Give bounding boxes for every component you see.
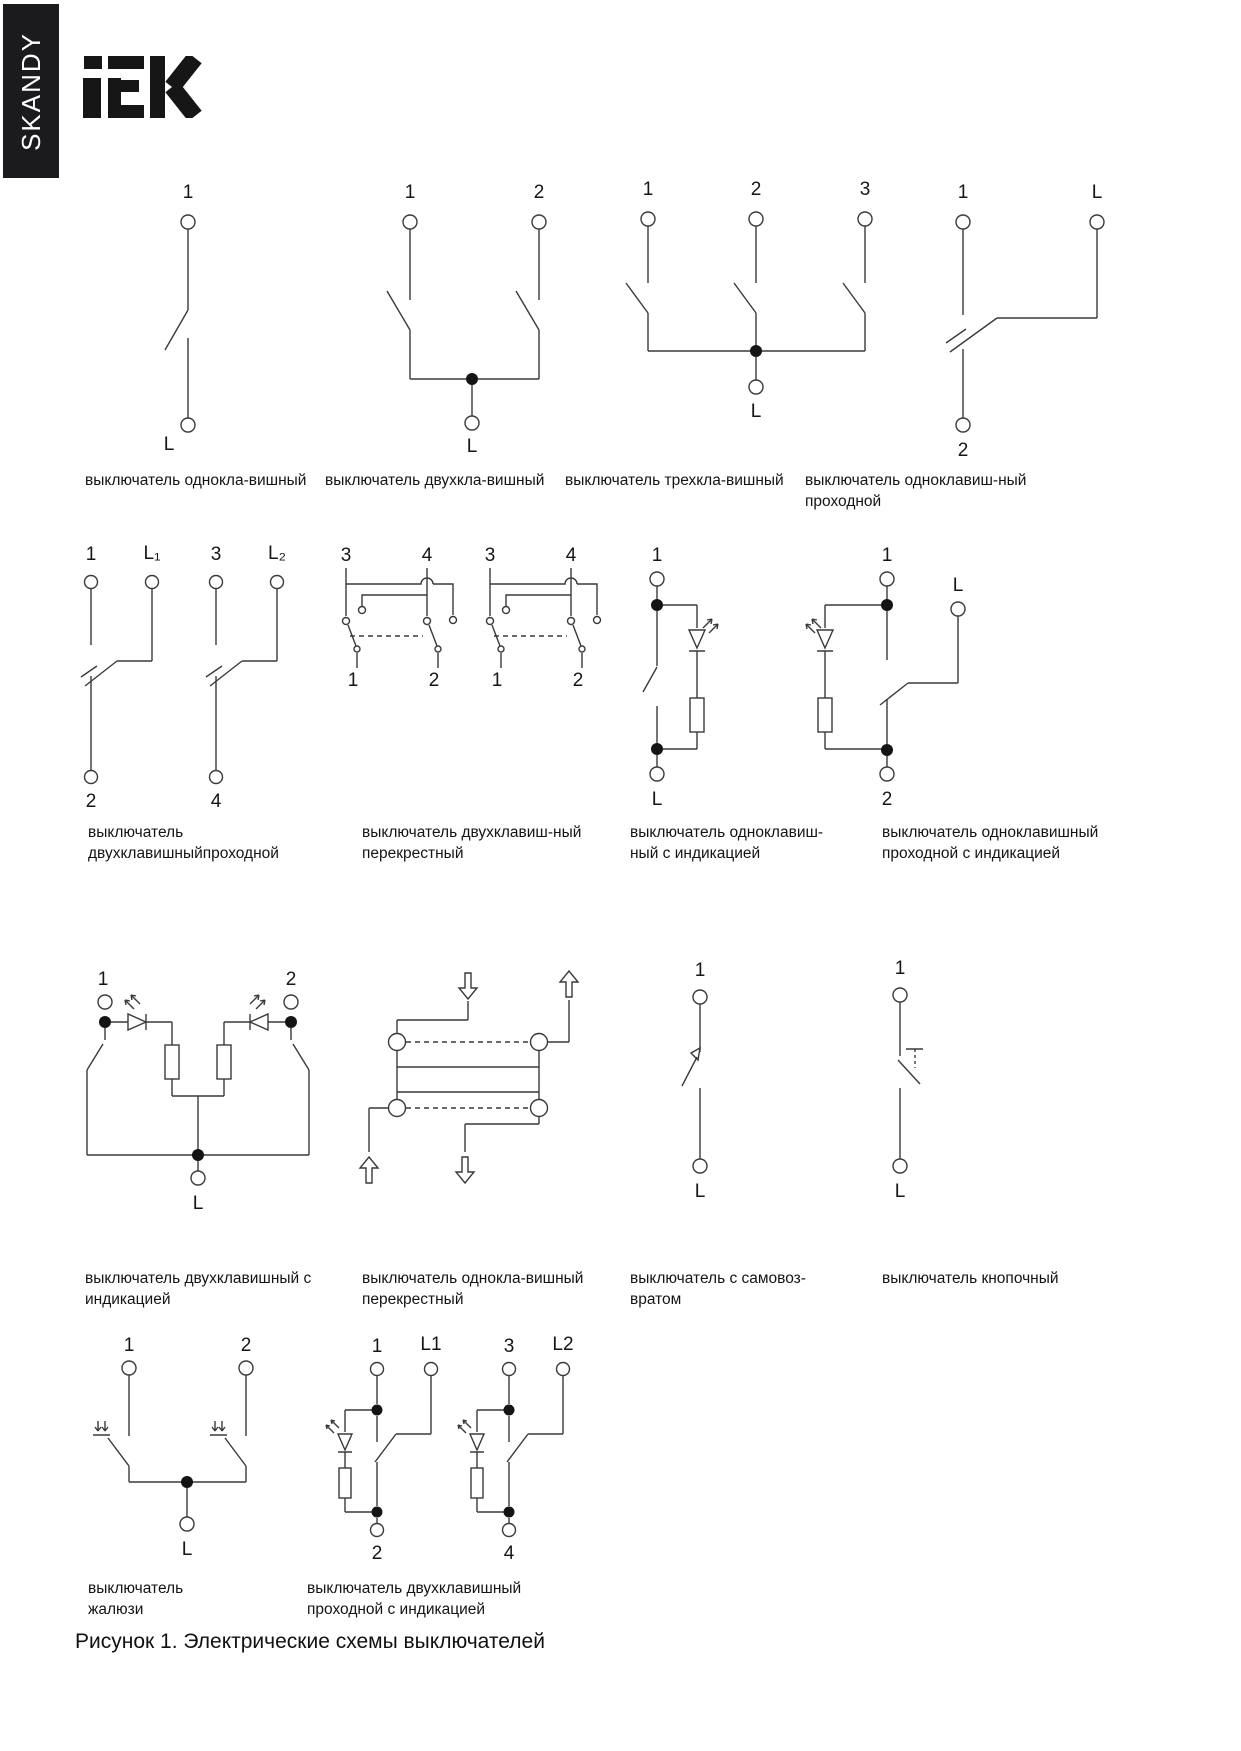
terminal-label: 1 [347, 670, 359, 691]
diagram-blinds-switch [93, 1335, 253, 1560]
diagram-two-gang-switch [387, 182, 546, 457]
caption-line: выключатель трехкла-вишный [565, 472, 784, 489]
terminal-label: L [651, 789, 663, 810]
terminal-label: 1 [491, 670, 503, 691]
terminal-label: L [466, 436, 478, 457]
terminal-label: 3 [859, 179, 871, 200]
caption-line: выключатель однокла-вишный [362, 1270, 584, 1287]
terminal-label: 4 [210, 791, 222, 812]
terminal-label: 2 [85, 791, 97, 812]
terminal-label: 1 [957, 182, 969, 203]
caption-line: выключатель кнопочный [882, 1270, 1059, 1287]
terminal-label: 4 [421, 545, 433, 566]
terminal-label: L [181, 1539, 193, 1560]
terminal-label: 3 [503, 1336, 515, 1357]
banner-text: SKANDY [15, 31, 46, 151]
caption-line: выключатель двухкла-вишный [325, 472, 545, 489]
terminal-label: L [694, 1181, 706, 1202]
terminal-label: 1 [694, 960, 706, 981]
caption-d9 [85, 1268, 311, 1310]
terminal-label: L [750, 401, 762, 422]
diagram-one-gang-switch [164, 182, 195, 455]
terminal-label: L2 [552, 1334, 574, 1355]
caption-line: индикацией [85, 1291, 171, 1308]
diagram-two-gang-switch-indicator [87, 969, 309, 1214]
terminal-label: 3 [484, 545, 496, 566]
terminal-label: 1 [85, 544, 97, 565]
diagram-one-gang-two-way-switch-indicator [806, 545, 965, 810]
terminal-label: 2 [428, 670, 440, 691]
caption-line: выключатель двухклавиш-ный [362, 824, 582, 841]
figure-caption: Рисунок 1. Электрические схемы выключателей [75, 1630, 545, 1653]
terminal-label: 3 [340, 545, 352, 566]
caption-line: проходной [805, 493, 882, 510]
caption-line: ный с индикацией [630, 845, 761, 862]
terminal-label: 2 [881, 789, 893, 810]
diagram-push-button-switch [893, 958, 923, 1202]
caption-d10 [362, 1268, 583, 1310]
caption-d5 [88, 822, 279, 864]
caption-line: выключатель одноклавиш-ный [805, 472, 1027, 489]
terminal-label: 1 [642, 179, 654, 200]
caption-line: выключатель с самовоз- [630, 1270, 806, 1287]
terminal-label: 2 [957, 440, 969, 461]
terminal-label: 2 [572, 670, 584, 691]
caption-line: перекрестный [362, 1291, 464, 1308]
caption-d11 [630, 1268, 806, 1310]
terminal-label: L₁ [143, 543, 161, 564]
terminal-label: 2 [750, 179, 762, 200]
terminal-label: 1 [97, 969, 109, 990]
diagram-one-gang-switch-indicator [643, 545, 718, 810]
terminal-label: 4 [565, 545, 577, 566]
caption-line: проходной с индикацией [882, 845, 1061, 862]
caption-d4 [805, 470, 1026, 512]
diagram-two-gang-two-way-switch-indicator [326, 1334, 574, 1564]
caption-d7 [630, 822, 823, 864]
diagram-momentary-switch [682, 960, 707, 1202]
caption-d12 [882, 1268, 1059, 1289]
caption-d6 [362, 822, 581, 864]
terminal-label: 2 [533, 182, 545, 203]
terminal-label: 2 [240, 1335, 252, 1356]
caption-line: выключатель [88, 824, 184, 841]
caption-line: выключатель [88, 1580, 184, 1597]
caption-line: двухклавишныйпроходной [88, 845, 279, 862]
caption-d8 [882, 822, 1098, 864]
diagram-three-gang-switch [626, 179, 872, 422]
terminal-label: L₂ [268, 543, 286, 564]
caption-line: выключатель двухклавишный [307, 1580, 522, 1597]
terminal-label: L [952, 575, 964, 596]
diagram-two-gang-two-way-switch [81, 543, 286, 812]
caption-line: перекрестный [362, 845, 464, 862]
caption-d3 [565, 470, 784, 491]
caption-line: жалюзи [88, 1601, 144, 1618]
terminal-label: 1 [371, 1336, 383, 1357]
caption-line: выключатель однокла-вишный [85, 472, 307, 489]
terminal-label: L [894, 1181, 906, 1202]
terminal-label: 4 [503, 1543, 515, 1564]
caption-d13 [88, 1578, 183, 1620]
caption-d14 [307, 1578, 521, 1620]
terminal-label: L [192, 1193, 204, 1214]
diagram-one-gang-crossover-switch [360, 971, 578, 1183]
caption-line: выключатель одноклавишный [882, 824, 1099, 841]
caption-line: вратом [630, 1291, 682, 1308]
terminal-label: 1 [651, 545, 663, 566]
terminal-label: 1 [182, 182, 194, 203]
terminal-label: 3 [210, 544, 222, 565]
terminal-label: 2 [285, 969, 297, 990]
terminal-label: L [1091, 182, 1103, 203]
terminal-label: 1 [881, 545, 893, 566]
terminal-label: 1 [894, 958, 906, 979]
terminal-label: 1 [404, 182, 416, 203]
terminal-label: 2 [371, 1543, 383, 1564]
caption-line: выключатель двухклавишный с [85, 1270, 312, 1287]
caption-d1 [85, 470, 306, 491]
terminal-label: L [163, 434, 175, 455]
terminal-label: 1 [123, 1335, 135, 1356]
diagram-one-gang-two-way-switch [946, 182, 1104, 461]
caption-line: выключатель одноклавиш- [630, 824, 824, 841]
caption-d2 [325, 470, 544, 491]
caption-line: проходной с индикацией [307, 1601, 486, 1618]
diagram-two-gang-crossover-switch [341, 545, 601, 691]
terminal-label: L1 [420, 1334, 442, 1355]
